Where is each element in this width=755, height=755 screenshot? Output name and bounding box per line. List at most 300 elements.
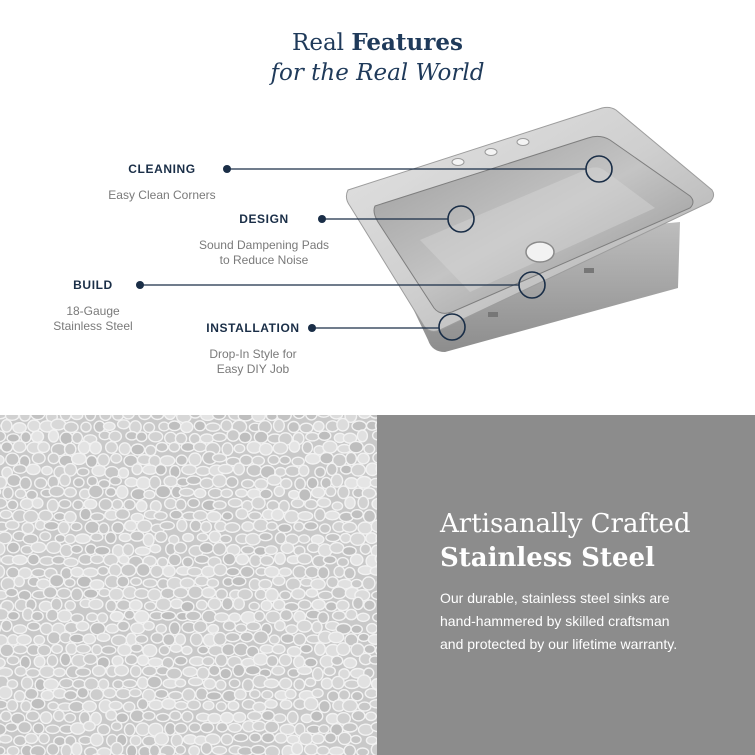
texture-dimple [52, 644, 63, 653]
callout-design-desc [188, 238, 340, 268]
texture-dimple [84, 499, 97, 509]
texture-dimple [337, 643, 350, 656]
texture-dimple [31, 698, 45, 709]
texture-dimple [365, 689, 377, 698]
texture-dimple [319, 725, 329, 734]
texture-dimple [225, 633, 240, 642]
texture-dimple [351, 736, 361, 744]
texture-dimple [64, 579, 75, 587]
texture-dimple [1, 711, 12, 721]
texture-dimple [221, 712, 234, 723]
texture-dimple [358, 633, 369, 641]
texture-dimple [208, 625, 219, 634]
texture-dimple [366, 712, 377, 720]
texture-dimple [123, 544, 134, 556]
texture-dimple [61, 744, 71, 755]
texture-dimple [136, 501, 147, 512]
texture-dimple [183, 667, 197, 677]
texture-dimple [73, 500, 84, 510]
texture-dimple [98, 566, 109, 575]
texture-dimple [0, 658, 5, 668]
texture-dimple [136, 723, 149, 736]
texture-dimple [0, 456, 4, 465]
texture-dimple [360, 544, 370, 554]
texture-dimple [54, 668, 66, 676]
texture-dimple [294, 633, 306, 645]
texture-dimple [209, 488, 223, 498]
texture-dimple [85, 415, 95, 421]
texture-dimple [54, 513, 65, 521]
texture-dimple [161, 611, 175, 620]
texture-dimple [215, 654, 227, 666]
callout-design-label: DESIGN [239, 212, 289, 226]
texture-dimple [118, 420, 130, 429]
texture-dimple [265, 746, 279, 755]
texture-dimple [332, 656, 343, 665]
texture-dimple [274, 486, 284, 496]
texture-dimple [327, 577, 338, 588]
texture-dimple [174, 587, 188, 597]
texture-dimple [208, 713, 221, 723]
texture-dimple [125, 655, 137, 665]
texture-dimple [84, 654, 98, 665]
texture-dimple [131, 644, 143, 652]
texture-dimple [58, 522, 69, 534]
texture-dimple [47, 655, 57, 667]
texture-dimple [105, 532, 116, 544]
texture-dimple [201, 723, 214, 733]
texture-dimple [44, 679, 59, 690]
texture-dimple [15, 489, 26, 498]
texture-dimple [233, 712, 246, 722]
texture-dimple [280, 678, 292, 689]
texture-dimple [292, 743, 303, 755]
texture-dimple [0, 477, 7, 489]
texture-dimple [72, 743, 82, 755]
texture-dimple [214, 632, 227, 645]
texture-dimple [250, 555, 261, 567]
texture-dimple [32, 453, 45, 464]
texture-dimple [312, 734, 324, 744]
callout-installation-label: INSTALLATION [206, 321, 300, 335]
texture-dimple [223, 621, 235, 631]
texture-dimple [163, 634, 175, 646]
texture-dimple [38, 645, 51, 656]
texture-dimple [25, 733, 38, 743]
texture-dimple [300, 644, 312, 653]
callout-cleaning-label: CLEANING [128, 162, 196, 176]
texture-dimple [46, 725, 60, 733]
texture-dimple [272, 645, 285, 654]
panel-body-line: Our durable, stainless steel sinks are [440, 590, 670, 606]
texture-dimple [143, 621, 154, 630]
texture-dimple [350, 533, 365, 545]
texture-dimple [207, 579, 218, 588]
texture-dimple [305, 566, 319, 578]
texture-dimple [228, 701, 239, 710]
texture-dimple [357, 430, 367, 442]
texture-dimple [41, 690, 54, 700]
texture-dimple [188, 586, 202, 599]
texture-dimple [170, 644, 182, 652]
texture-dimple [91, 533, 103, 541]
texture-dimple [83, 634, 95, 644]
texture-dimple [28, 420, 40, 432]
texture-dimple [97, 633, 110, 641]
texture-dimple [0, 498, 7, 508]
texture-dimple [293, 566, 306, 579]
texture-dimple [213, 543, 226, 556]
texture-dimple [145, 445, 156, 455]
texture-dimple [131, 623, 145, 634]
texture-dimple [261, 600, 272, 610]
texture-dimple [338, 732, 351, 744]
texture-dimple [12, 555, 27, 564]
texture-dimple [246, 622, 260, 631]
texture-dimple [359, 415, 371, 418]
texture-dimple [175, 702, 188, 710]
texture-dimple [71, 545, 82, 553]
texture-dimple [48, 632, 61, 644]
texture-dimple [44, 587, 57, 598]
texture-dimple [320, 453, 334, 464]
texture-dimple [156, 486, 171, 498]
texture-dimple [209, 665, 220, 675]
texture-dimple [306, 415, 317, 420]
texture-dimple [42, 466, 52, 475]
texture-dimple [154, 512, 167, 520]
texture-dimple [213, 475, 227, 488]
texture-dimple [285, 511, 299, 523]
texture-dimple [358, 702, 371, 711]
texture-dimple [14, 576, 24, 586]
texture-dimple [49, 430, 59, 442]
texture-dimple [170, 711, 181, 720]
texture-dimple [189, 678, 203, 686]
texture-dimple [106, 710, 117, 720]
texture-dimple [124, 499, 135, 509]
texture-dimple [194, 489, 205, 498]
texture-dimple [137, 520, 152, 532]
texture-dimple [226, 568, 239, 576]
texture-dimple [151, 415, 163, 420]
texture-dimple [183, 533, 194, 541]
texture-dimple [40, 712, 52, 724]
texture-dimple [109, 431, 121, 442]
texture-dimple [329, 632, 344, 643]
callout-build-desc [38, 304, 148, 334]
texture-dimple [323, 556, 336, 564]
texture-dimple [201, 742, 212, 754]
texture-dimple [137, 655, 148, 665]
texture-dimple [275, 553, 286, 565]
texture-dimple [191, 633, 203, 646]
texture-dimple [14, 736, 26, 746]
texture-dimple [326, 533, 340, 541]
texture-dimple [332, 676, 344, 688]
texture-dimple [370, 415, 377, 418]
texture-dimple [298, 512, 313, 521]
texture-dimple [65, 443, 76, 455]
texture-dimple [287, 711, 298, 724]
callout-installation-desc-line: Drop-In Style for [209, 347, 297, 361]
texture-dimple [129, 689, 141, 697]
texture-dimple [249, 602, 259, 610]
texture-dimple [144, 490, 155, 498]
panel-body-line: and protected by our lifetime warranty. [440, 636, 678, 652]
texture-dimple [242, 522, 254, 531]
texture-dimple [334, 566, 344, 577]
texture-dimple [65, 601, 75, 611]
texture-dimple [26, 669, 39, 678]
texture-dimple [122, 415, 134, 419]
texture-dimple [71, 522, 82, 530]
texture-dimple [216, 680, 226, 690]
texture-dimple [139, 415, 151, 420]
texture-dimple [305, 658, 317, 667]
texture-dimple [212, 746, 226, 754]
texture-dimple [341, 465, 352, 474]
texture-dimple [119, 443, 130, 455]
texture-dimple [6, 521, 19, 530]
texture-dimple [149, 431, 163, 441]
texture-dimple [299, 535, 310, 543]
texture-dimple [148, 658, 162, 667]
texture-dimple [220, 668, 231, 679]
faucet-hole [517, 139, 529, 146]
texture-dimple [20, 477, 31, 490]
texture-dimple [89, 485, 103, 498]
texture-dimple [351, 554, 363, 565]
texture-dimple [137, 564, 150, 577]
texture-dimple [198, 646, 209, 654]
texture-dimple [226, 477, 238, 488]
texture-dimple [223, 553, 235, 565]
texture-dimple [343, 723, 358, 732]
texture-dimple [293, 415, 304, 418]
texture-dimple [368, 635, 377, 645]
texture-dimple [51, 419, 66, 430]
texture-dimple [267, 522, 278, 530]
texture-dimple [353, 597, 364, 609]
texture-dimple [60, 678, 74, 688]
texture-dimple [78, 441, 90, 454]
texture-dimple [117, 600, 131, 611]
texture-dimple [28, 554, 40, 565]
texture-dimple [151, 565, 163, 577]
texture-dimple [1, 620, 12, 631]
texture-dimple [242, 480, 254, 489]
texture-dimple [102, 646, 116, 654]
texture-dimple [305, 744, 318, 755]
texture-dimple [64, 511, 76, 522]
texture-dimple [315, 467, 325, 477]
texture-dimple [208, 598, 221, 610]
texture-dimple [156, 443, 168, 452]
texture-dimple [332, 502, 342, 510]
texture-dimple [64, 691, 77, 700]
texture-dimple [137, 677, 148, 689]
texture-dimple [194, 621, 207, 633]
texture-dimple [233, 664, 245, 676]
texture-dimple [200, 543, 214, 554]
texture-dimple [344, 658, 357, 668]
texture-dimple [7, 475, 21, 487]
texture-dimple [195, 555, 209, 563]
texture-dimple [222, 443, 233, 456]
texture-dimple [352, 711, 365, 721]
texture-dimple [234, 444, 244, 453]
texture-dimple [48, 702, 58, 710]
texture-dimple [167, 668, 182, 679]
texture-dimple [27, 622, 40, 630]
texture-dimple [366, 463, 377, 475]
texture-dimple [31, 431, 43, 442]
texture-dimple [274, 419, 285, 432]
texture-dimple [317, 746, 329, 755]
texture-dimple [135, 589, 149, 599]
texture-dimple [83, 721, 95, 730]
texture-dimple [125, 521, 137, 532]
callout-cleaning-desc-line: Easy Clean Corners [108, 188, 216, 202]
texture-dimple [13, 465, 26, 474]
mounting-clip [584, 268, 594, 273]
texture-dimple [71, 588, 83, 601]
texture-dimple [332, 587, 346, 599]
panel-body [440, 587, 740, 656]
texture-dimple [7, 656, 19, 665]
texture-dimple [71, 567, 84, 577]
texture-dimple [186, 611, 201, 621]
texture-dimple [317, 498, 330, 507]
texture-dimple [357, 477, 372, 489]
texture-dimple [367, 624, 377, 634]
texture-dimple [297, 666, 311, 674]
texture-dimple [175, 723, 188, 733]
texture-dimple [259, 579, 272, 589]
texture-dimple [143, 579, 157, 587]
callout-build-desc-line: 18-Gauge [66, 304, 120, 318]
texture-dimple [65, 713, 76, 722]
texture-dimple [339, 690, 350, 700]
texture-dimple [272, 666, 285, 675]
texture-dimple [85, 521, 99, 534]
texture-dimple [169, 442, 180, 451]
texture-dimple [74, 478, 84, 487]
texture-dimple [324, 667, 335, 676]
texture-dimple [213, 501, 226, 509]
texture-dimple [30, 415, 45, 420]
texture-dimple [147, 676, 161, 688]
mounting-clip [488, 312, 498, 317]
texture-dimple [0, 442, 1, 451]
texture-dimple [119, 533, 131, 541]
texture-dimple [60, 653, 70, 666]
texture-dimple [345, 497, 355, 509]
texture-dimple [218, 464, 233, 473]
texture-dimple [201, 522, 212, 533]
texture-dimple [325, 511, 339, 520]
texture-dimple [115, 665, 129, 676]
texture-dimple [59, 500, 71, 509]
texture-dimple [170, 510, 182, 519]
texture-dimple [318, 431, 331, 440]
texture-dimple [47, 499, 58, 512]
texture-dimple [370, 656, 378, 664]
texture-dimple [118, 644, 132, 655]
texture-dimple [54, 710, 65, 721]
texture-dimple [80, 508, 91, 520]
texture-dimple [119, 468, 129, 478]
texture-dimple [204, 679, 216, 689]
texture-dimple [273, 442, 287, 454]
texture-dimple [15, 667, 26, 676]
texture-dimple [317, 415, 330, 417]
sink-drain [526, 242, 554, 262]
texture-dimple [1, 420, 12, 432]
texture-dimple [250, 733, 261, 742]
texture-dimple [197, 533, 208, 541]
texture-dimple [168, 421, 181, 431]
texture-dimple [351, 625, 362, 633]
texture-dimple [273, 600, 285, 611]
texture-dimple [156, 598, 171, 611]
texture-dimple [344, 567, 355, 579]
texture-dimple [110, 612, 123, 622]
texture-dimple [338, 486, 349, 499]
texture-dimple [3, 487, 13, 499]
texture-dimple [326, 602, 338, 611]
texture-dimple [64, 422, 78, 433]
texture-dimple [90, 513, 104, 521]
texture-dimple [234, 733, 248, 741]
texture-dimple [32, 611, 44, 621]
texture-dimple [124, 724, 135, 736]
texture-dimple [221, 489, 232, 497]
texture-dimple [245, 666, 260, 675]
texture-dimple [306, 589, 318, 597]
texture-dimple [340, 533, 351, 542]
texture-dimple [81, 422, 91, 432]
texture-dimple [169, 622, 180, 635]
texture-dimple [195, 576, 209, 586]
texture-dimple [149, 700, 163, 710]
texture-dimple [305, 454, 320, 464]
texture-dimple [305, 499, 318, 509]
texture-dimple [7, 700, 18, 712]
texture-dimple [265, 721, 279, 733]
texture-dimple [97, 748, 111, 755]
texture-dimple [370, 478, 377, 487]
texture-dimple [311, 579, 325, 590]
texture-dimple [311, 711, 323, 722]
texture-dimple [281, 543, 294, 554]
texture-dimple [76, 668, 91, 677]
texture-dimple [0, 565, 5, 578]
texture-dimple [227, 430, 239, 442]
texture-dimple [190, 520, 201, 532]
texture-dimple [1, 442, 12, 452]
texture-dimple [174, 542, 186, 553]
texture-dimple [90, 689, 103, 701]
texture-dimple [13, 645, 27, 654]
texture-dimple [216, 702, 226, 711]
texture-dimple [246, 533, 261, 545]
texture-dimple [294, 679, 305, 690]
texture-dimple [288, 422, 299, 433]
texture-dimple [337, 558, 348, 567]
texture-dimple [272, 509, 284, 520]
